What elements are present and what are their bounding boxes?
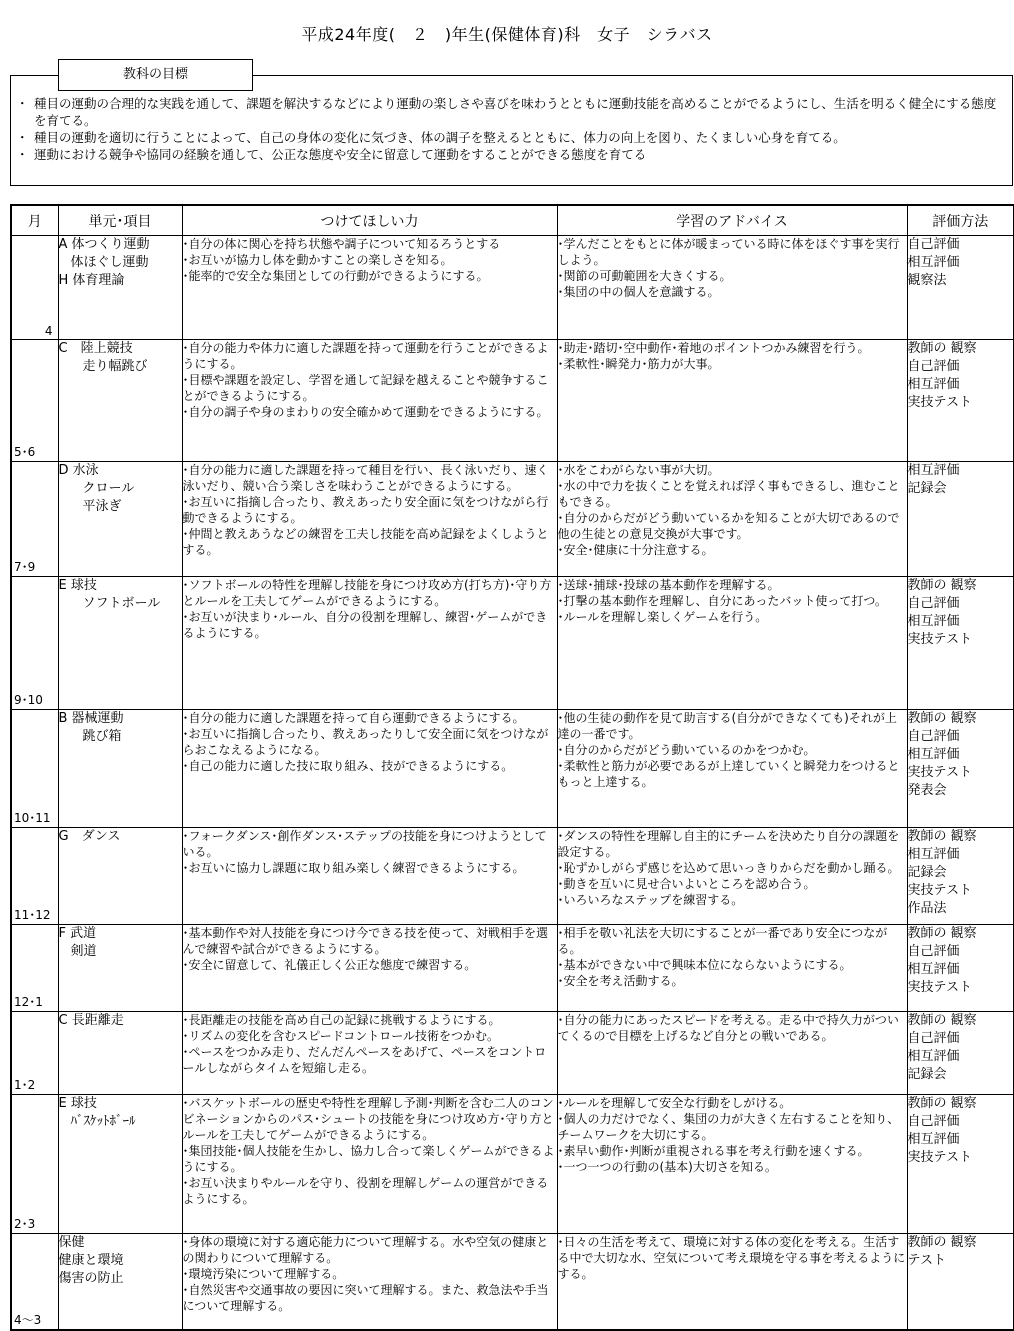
skill-item: ･お互いに指摘し合ったり、教えあったりして安全面に気をつけながらおこなえるようになる。: [182, 727, 549, 757]
month-cell: [11, 710, 58, 828]
skill-item: ･自分の能力や体力に適した課題を持って運動を行うことができるようにする。: [182, 341, 549, 371]
evaluation-method: 実技テスト: [907, 980, 972, 995]
month-cell: [11, 1012, 58, 1095]
skills-cell: [182, 1095, 557, 1234]
evaluation-method: 相互評価: [907, 962, 960, 977]
advice-item: ･送球･捕球･投球の基本動作を理解する。: [557, 578, 780, 592]
evaluation-method: 自己評価: [907, 596, 960, 611]
unit-cell: [58, 1012, 182, 1095]
month-cell: [11, 236, 58, 340]
month-label: 4～3: [14, 1312, 42, 1327]
skill-item: ･集団技能･個人技能を生かし、協力し合って楽しくゲームができるようにする。: [182, 1144, 555, 1174]
unit-cell: [58, 236, 182, 340]
advice-item: ･個人の力だけでなく、集団の力が大きく左右することを知り、チームワークを大切にする。: [557, 1112, 900, 1142]
table-row: [11, 462, 1014, 577]
advice-item: ･相手を敬い礼法を大切にすることが一番であり安全につながる。: [557, 926, 888, 956]
unit-line: 剣道: [70, 944, 97, 959]
syllabus-body: [11, 236, 1014, 1330]
table-row: [11, 1234, 1014, 1330]
goal-item: [16, 129, 1006, 146]
unit-line: E 球技: [58, 578, 97, 593]
header-skills: つけてほしい力: [182, 205, 557, 236]
month-cell: [11, 340, 58, 462]
advice-item: ･水の中で力を抜くことを覚えれば浮く事もできるし、進むこともできる。: [557, 479, 900, 509]
evaluation-method: 相互評価: [907, 377, 960, 392]
subject-goals-list: [16, 95, 1006, 163]
syllabus-table: [10, 204, 1014, 1331]
table-row: [11, 925, 1014, 1012]
advice-cell: [557, 577, 907, 710]
month-label: 11･12: [14, 908, 51, 922]
skill-item: ･自分の能力に適した課題を持って自ら運動できるようにする。: [182, 711, 525, 725]
evaluation-method: テスト: [907, 1253, 946, 1268]
month-label: 1･2: [14, 1078, 36, 1092]
advice-item: ･学んだことをもとに体が暖まっている時に体をほぐす事を実行しよう。: [557, 237, 900, 267]
evaluation-method: 相互評価: [907, 614, 960, 629]
skills-cell: [182, 1012, 557, 1095]
skill-item: ･自分の能力に適した課題を持って種目を行い、長く泳いだり、速く泳いだり、競い合う楽しさを味わうことができるようにする。: [182, 463, 549, 493]
skill-item: ･お互いに協力し課題に取り組み楽しく練習できるようにする。: [182, 861, 525, 875]
skill-item: ･基本動作や対人技能を身につけ今できる技を使って、対戦相手を選んで練習や試合ができるようにする。: [182, 926, 549, 956]
unit-cell: [58, 828, 182, 925]
evaluation-method: 自己評価: [907, 729, 960, 744]
unit-cell: [58, 340, 182, 462]
evaluation-method: 自己評価: [907, 1031, 960, 1046]
advice-item: ･ルールを理解し楽しくゲームを行う。: [557, 610, 768, 624]
advice-item: ･ルールを理解して安全な行動をしがける。: [557, 1096, 792, 1110]
skill-item: ･自然災害や交通事故の要因に突いて理解する。また、救急法や手当について理解する。: [182, 1283, 549, 1313]
header-month: 月: [11, 205, 58, 236]
month-label: 2･3: [14, 1217, 36, 1231]
unit-line: 平泳ぎ: [82, 499, 122, 514]
advice-item: ･関節の可動範囲を大きくする。: [557, 269, 732, 283]
unit-line: G ダンス: [58, 829, 121, 844]
evaluation-method: 記録会: [907, 1067, 947, 1082]
evaluation-method: 教師の 観察: [907, 1235, 977, 1250]
skills-cell: [182, 710, 557, 828]
advice-item: ･自分の能力にあったスピードを考える。走る中で持久力がついてくるので目標を上げるなど自分との戦いである。: [557, 1013, 899, 1043]
evaluation-method: 相互評価: [907, 747, 960, 762]
evaluation-cell: [907, 1095, 1014, 1234]
unit-line: 体ほぐし運動: [70, 255, 149, 270]
evaluation-method: 実技テスト: [907, 883, 972, 898]
unit-cell: [58, 710, 182, 828]
evaluation-method: 発表会: [907, 783, 947, 798]
table-header-row: [11, 205, 1014, 236]
skill-item: ･お互いに指摘し合ったり、教えあったり安全面に気をつけながら行動できるようにする。: [182, 495, 549, 525]
month-cell: [11, 1234, 58, 1330]
goal-item: [16, 146, 1006, 163]
unit-line: 傷害の防止: [58, 1271, 124, 1286]
skills-cell: [182, 828, 557, 925]
unit-line: F 武道: [58, 926, 97, 941]
skill-item: ･自己の能力に適した技に取り組み、技ができるようにする。: [182, 759, 514, 773]
advice-item: ･助走･踏切･空中動作･着地のポイントつかみ練習を行う。: [557, 341, 870, 355]
month-cell: [11, 1095, 58, 1234]
unit-cell: [58, 462, 182, 577]
skills-cell: [182, 1234, 557, 1330]
header-unit: 単元･項目: [58, 205, 182, 236]
unit-line: D 水泳: [58, 463, 99, 478]
goal-bullet: ・: [16, 147, 29, 162]
evaluation-method: 記録会: [907, 865, 947, 880]
unit-line: ﾊﾞｽｹｯﾄﾎﾞｰﾙ: [70, 1114, 136, 1129]
evaluation-method: 自己評価: [907, 1114, 960, 1129]
evaluation-method: 実技テスト: [907, 765, 972, 780]
advice-item: ･動きを互いに見せ合いよいところを認め合う。: [557, 877, 816, 891]
header-evaluation: 評価方法: [907, 205, 1014, 236]
unit-line: 保健: [58, 1235, 85, 1250]
unit-line: C 長距離走: [58, 1013, 124, 1028]
table-row: [11, 1095, 1014, 1234]
evaluation-method: 作品法: [907, 901, 947, 916]
skills-cell: [182, 925, 557, 1012]
month-label: 10･11: [14, 811, 51, 825]
month-cell: [11, 925, 58, 1012]
advice-item: ･柔軟性と筋力が必要であるが上達していくと瞬発力をつけるともっと上達する。: [557, 759, 900, 789]
evaluation-method: 実技テスト: [907, 395, 972, 410]
advice-item: ･打撃の基本動作を理解し、自分にあったバット使って打つ。: [557, 594, 887, 608]
evaluation-method: 教師の 観察: [907, 578, 977, 593]
goal-bullet: ・: [16, 96, 29, 111]
evaluation-method: 観察法: [907, 273, 947, 288]
skill-item: ･長距離走の技能を高め自己の記録に挑戦するようにする。: [182, 1013, 501, 1027]
unit-line: 跳び箱: [82, 729, 122, 744]
goal-text: 運動における競争や協同の経験を通して、公正な態度や安全に留意して運動をすることができる態度を育てる: [34, 147, 647, 162]
table-row: [11, 710, 1014, 828]
advice-cell: [557, 462, 907, 577]
skill-item: ･環境汚染について理解する。: [182, 1267, 345, 1281]
evaluation-cell: [907, 710, 1014, 828]
evaluation-method: 相互評価: [907, 1132, 960, 1147]
advice-cell: [557, 828, 907, 925]
skill-item: ･お互い決まりやルールを守り、役割を理解しゲームの運営ができるようにする。: [182, 1176, 549, 1206]
month-label: 7･9: [14, 560, 36, 574]
skills-cell: [182, 462, 557, 577]
advice-item: ･基本ができない中で興味本位にならないようにする。: [557, 958, 852, 972]
unit-line: クロール: [82, 481, 135, 496]
advice-cell: [557, 710, 907, 828]
evaluation-cell: [907, 1012, 1014, 1095]
unit-line: B 器械運動: [58, 711, 124, 726]
table-row: [11, 828, 1014, 925]
skill-item: ･リズムの変化を含むスピードコントロール技術をつかむ。: [182, 1029, 500, 1043]
advice-item: ･安全･健康に十分注意する。: [557, 543, 714, 557]
evaluation-method: 自己評価: [907, 237, 960, 252]
unit-cell: [58, 1234, 182, 1330]
advice-cell: [557, 1234, 907, 1330]
skill-item: ･身体の環境に対する適応能力について理解する。水や空気の健康との関わりについて理解する。: [182, 1235, 549, 1265]
table-row: [11, 577, 1014, 710]
unit-line: E 球技: [58, 1096, 97, 1111]
unit-line: A 体つくり運動: [58, 237, 150, 252]
advice-item: ･いろいろなステップを練習する。: [557, 893, 744, 907]
evaluation-cell: [907, 828, 1014, 925]
advice-cell: [557, 236, 907, 340]
goal-text: 種目の運動の合理的な実践を通して、課題を解決するなどにより運動の楽しさや喜びを味わうとともに運動技能を高めることがでるようにし、生活を明るく健全にする態度を育てる。: [34, 96, 997, 128]
unit-cell: [58, 577, 182, 710]
table-row: [11, 1012, 1014, 1095]
advice-item: ･恥ずかしがらず感じを込めて思いっきりからだを動かし踊る。: [557, 861, 900, 875]
skills-cell: [182, 577, 557, 710]
subject-goals-heading: 教科の目標: [58, 59, 253, 91]
skill-item: ･目標や課題を設定し、学習を通して記録を越えることや競争することができるようにする。: [182, 373, 549, 403]
evaluation-method: 相互評価: [907, 463, 960, 478]
table-row: [11, 236, 1014, 340]
advice-item: ･一つ一つの行動の(基本)大切さを知る。: [557, 1160, 777, 1174]
advice-item: ･自分のからだがどう動いているかを知ることが大切であるので他の生徒との意見交換が大事です。: [557, 511, 900, 541]
advice-cell: [557, 340, 907, 462]
skill-item: ･自分の調子や身のまわりの安全確かめて運動をできるようにする。: [182, 405, 549, 419]
advice-item: ･自分のからだがどう動いているのかをつかむ。: [557, 743, 816, 757]
unit-line: ソフトボール: [82, 596, 161, 611]
skill-item: ･お互いが協力し体を動かすことの楽しさを知る。: [182, 253, 453, 267]
evaluation-method: 相互評価: [907, 255, 960, 270]
advice-cell: [557, 1095, 907, 1234]
unit-line: 健康と環境: [58, 1253, 124, 1268]
advice-item: ･柔軟性･瞬発力･筋力が大事。: [557, 357, 720, 371]
skill-item: ･安全に留意して、礼儀正しく公正な態度で練習する。: [182, 958, 477, 972]
month-label: 4: [44, 324, 53, 338]
advice-item: ･安全を考え活動する。: [557, 974, 684, 988]
advice-item: ･日々の生活を考えて、環境に対する体の変化を考える。生活する中で大切な水、空気について考え環境を守る事を考えるようにする。: [557, 1235, 906, 1281]
advice-item: ･集団の中の個人を意識する。: [557, 285, 720, 299]
skills-cell: [182, 236, 557, 340]
unit-cell: [58, 925, 182, 1012]
evaluation-method: 教師の 観察: [907, 926, 977, 941]
unit-line: C 陸上競技: [58, 341, 133, 356]
evaluation-method: 自己評価: [907, 944, 960, 959]
skill-item: ･能率的で安全な集団としての行動ができるようにする。: [182, 269, 489, 283]
evaluation-method: 教師の 観察: [907, 1013, 977, 1028]
month-cell: [11, 828, 58, 925]
unit-line: 走り幅跳び: [82, 359, 148, 374]
advice-item: ･水をこわがらない事が大切。: [557, 463, 720, 477]
month-label: 5･6: [14, 445, 36, 459]
month-label: 9･10: [14, 693, 43, 707]
skill-item: ･自分の体に関心を持ち状態や調子について知るろうとする: [182, 237, 501, 251]
month-cell: [11, 577, 58, 710]
page-title: 平成24年度( ２ )年生(保健体育)科 女子 シラバス: [301, 25, 713, 44]
skills-cell: [182, 340, 557, 462]
evaluation-method: 自己評価: [907, 359, 960, 374]
unit-line: H 体育理論: [58, 273, 125, 288]
evaluation-method: 記録会: [907, 481, 947, 496]
evaluation-method: 教師の 観察: [907, 341, 977, 356]
evaluation-method: 教師の 観察: [907, 829, 977, 844]
goal-item: [16, 95, 1006, 129]
advice-cell: [557, 1012, 907, 1095]
evaluation-cell: [907, 577, 1014, 710]
skill-item: ･バスケットボールの歴史や特性を理解し予測･判断を含む二人のコンビネーションからのパス･シュートの技能を身につけ攻め方･守り方とルールを工夫してゲームができるようにする。: [182, 1096, 554, 1142]
skill-item: ･ソフトボールの特性を理解し技能を身につけ攻め方(打ち方)･守り方とルールを工夫してゲームができるようにする。: [182, 578, 552, 608]
advice-item: ･素早い動作･判断が重視される事を考え行動を速くする。: [557, 1144, 870, 1158]
table-row: [11, 340, 1014, 462]
evaluation-cell: [907, 1234, 1014, 1330]
evaluation-method: 相互評価: [907, 847, 960, 862]
skill-item: ･仲間と教えあうなどの練習を工夫し技能を高め記録をよくしようとする。: [182, 527, 549, 557]
advice-item: ･ダンスの特性を理解し自主的にチームを決めたり自分の課題を設定する。: [557, 829, 900, 859]
advice-item: ･他の生徒の動作を見て助言する(自分ができなくても)それが上達の一番です。: [557, 711, 897, 741]
month-label: 12･1: [14, 995, 43, 1009]
unit-cell: [58, 1095, 182, 1234]
evaluation-method: 教師の 観察: [907, 711, 977, 726]
header-advice: 学習のアドバイス: [557, 205, 907, 236]
goal-text: 種目の運動を適切に行うことによって、自己の身体の変化に気づき、体の調子を整えるとともに、体力の向上を図り、たくましい心身を育てる。: [34, 130, 846, 145]
evaluation-cell: [907, 236, 1014, 340]
evaluation-cell: [907, 925, 1014, 1012]
evaluation-method: 相互評価: [907, 1049, 960, 1064]
advice-cell: [557, 925, 907, 1012]
month-cell: [11, 462, 58, 577]
skill-item: ･ペースをつかみ走り、だんだんペースをあげて、ペースをコントロールしながらタイムを短縮し走る。: [182, 1045, 547, 1075]
skill-item: ･フォークダンス･創作ダンス･ステップの技能を身につけようとしている。: [182, 829, 547, 859]
evaluation-cell: [907, 340, 1014, 462]
evaluation-method: 実技テスト: [907, 1150, 972, 1165]
evaluation-method: 実技テスト: [907, 632, 972, 647]
skill-item: ･お互いが決まり･ルール、自分の役割を理解し、練習･ゲームができるようにする。: [182, 610, 548, 640]
evaluation-cell: [907, 462, 1014, 577]
goal-bullet: ・: [16, 130, 29, 145]
evaluation-method: 教師の 観察: [907, 1096, 977, 1111]
